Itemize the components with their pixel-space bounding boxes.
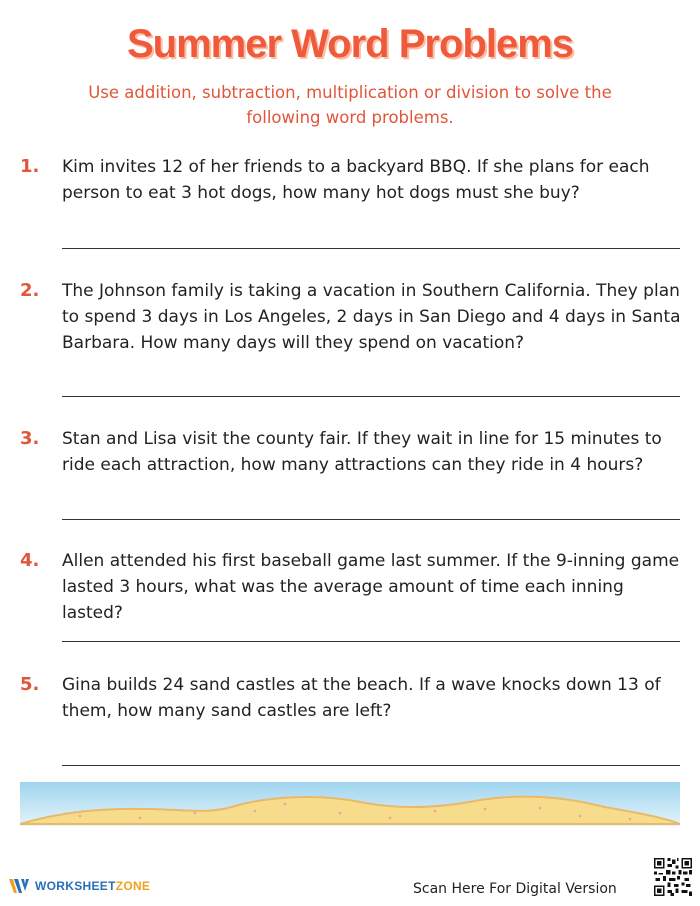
problem-text: Gina builds 24 sand castles at the beach. If a wave knocks down 13 of them, how many sand castles are left? [62,675,661,721]
problem-text: Kim invites 12 of her friends to a backyard BBQ. If she plans for each person to eat 3 hot dogs, how many hot dogs must she buy? [62,157,650,203]
logo-word-zone: ZONE [115,879,151,893]
answer-line-1 [62,248,680,249]
logo-word-worksheet: WORKSHEET [35,879,116,893]
answer-line-2 [62,396,680,397]
problem-number: 5. [20,674,40,695]
worksheetzone-logo-icon [8,877,30,895]
qr-code-icon[interactable] [654,858,692,896]
answer-line-4 [62,641,680,642]
problem-number: 1. [20,156,40,177]
problem-number: 3. [20,428,40,449]
worksheetzone-logo[interactable] [8,877,150,895]
answer-line-3 [62,519,680,520]
problem-number: 2. [20,280,40,301]
problem-text: The Johnson family is taking a vacation in Southern California. They plan to spend 3 days in Los Angeles, 2 days in San Diego and 4 days in Santa Barbara. How many days will they spend on vacation? [62,281,681,353]
logo-text [35,879,150,893]
scan-text: Scan Here For Digital Version [413,881,617,897]
instructions: Use addition, subtraction, multiplication or division to solve the following word problems. [88,83,612,127]
problem-number: 4. [20,550,40,571]
answer-line-5 [62,765,680,766]
beach-sand-illustration [20,782,680,830]
problem-text: Allen attended his first baseball game last summer. If the 9-inning game lasted 3 hours, what was the average amount of time each inning lasted? [62,551,680,623]
page-title: Summer Word Problems [126,22,574,66]
problem-text: Stan and Lisa visit the county fair. If they wait in line for 15 minutes to ride each attraction, how many attractions can they ride in 4 hours? [62,429,662,475]
